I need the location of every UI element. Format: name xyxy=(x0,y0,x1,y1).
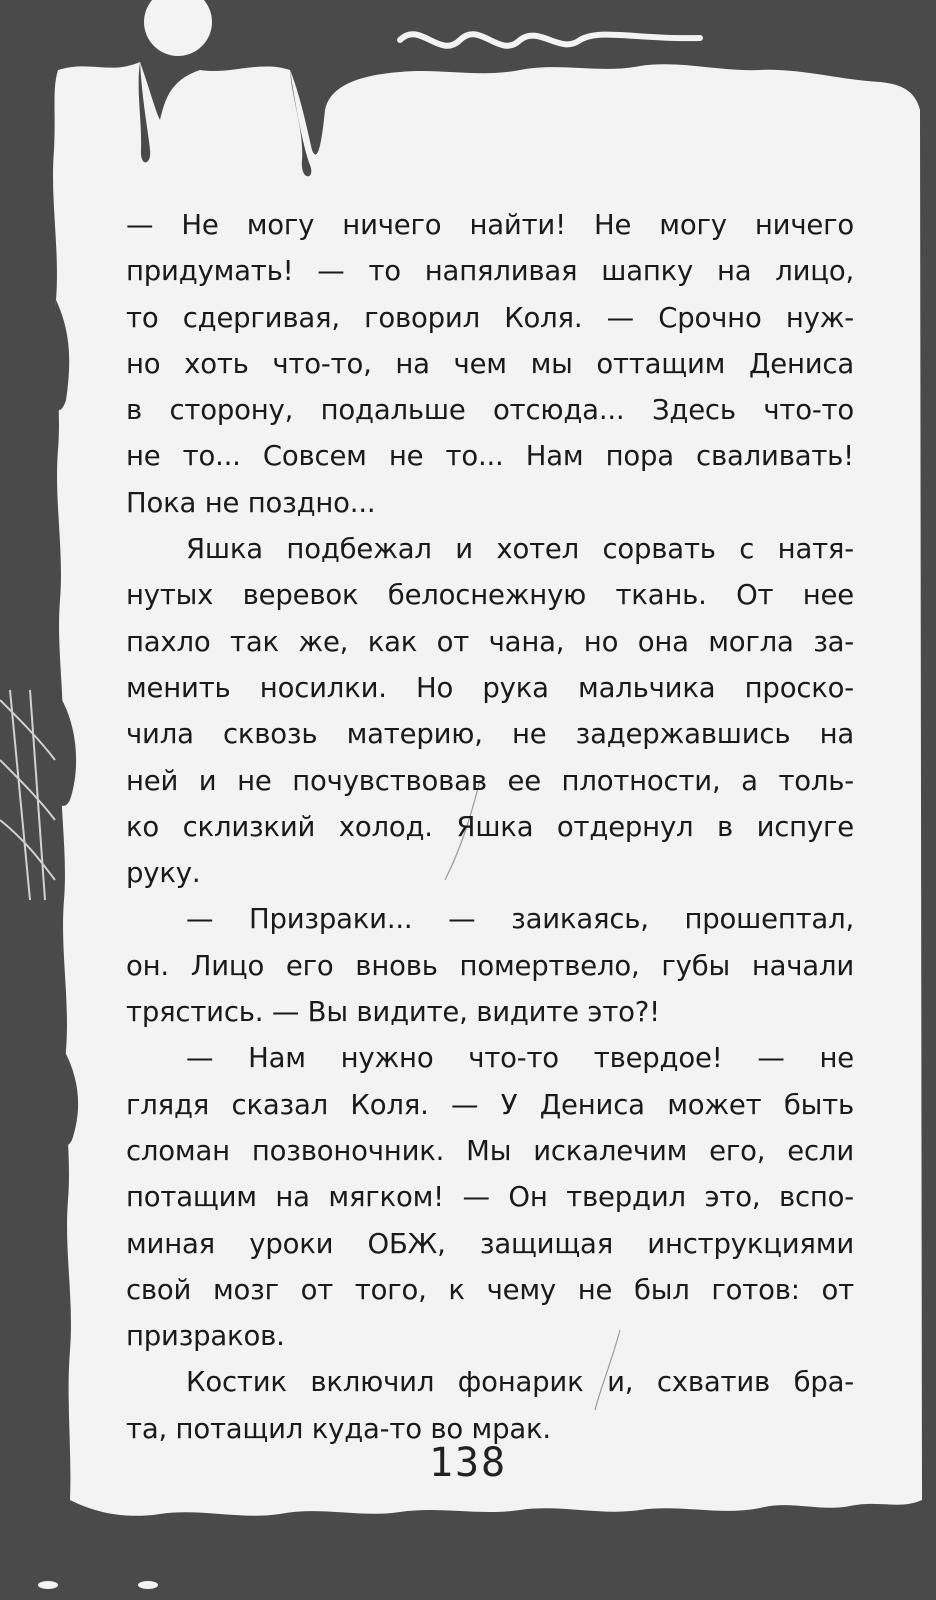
text-line: то сдергивая, говорил Коля. — Срочно нуж- xyxy=(126,301,854,334)
text-line: руку. xyxy=(126,857,201,890)
text-line: придумать! — то напяливая шапку на лицо, xyxy=(126,255,854,288)
text-line: — Нам нужно что-то твердое! — не xyxy=(186,1042,854,1075)
paragraph-4 xyxy=(126,1035,854,1359)
text-line: — Не могу ничего найти! Не могу ничего xyxy=(126,209,854,241)
text-line: чила сквозь материю, не задержавшись на xyxy=(126,718,854,751)
text-line: призраков. xyxy=(126,1320,285,1353)
text-line: ко склизкий холод. Яшка отдернул в испуге xyxy=(126,810,854,843)
text-line: пахло так же, как от чана, но она могла за- xyxy=(126,625,854,658)
text-line: Яшка подбежал и хотел сорвать с натя- xyxy=(186,533,854,566)
paragraph-2 xyxy=(126,526,854,896)
text-line: потащим на мягком! — Он твердил это, вспо- xyxy=(126,1181,854,1214)
text-line: ней и не почувствовав ее плотности, а толь- xyxy=(126,764,854,797)
text-line: глядя сказал Коля. — У Дениса может быть xyxy=(126,1088,854,1121)
text-line: та, потащил куда-то во мрак. xyxy=(126,1412,551,1445)
text-line: но хоть что-то, на чем мы оттащим Дениса xyxy=(126,347,854,380)
text-line: он. Лицо его вновь помертвело, губы начали xyxy=(126,949,854,982)
body-text xyxy=(126,202,854,1452)
text-line: миная уроки ОБЖ, защищая инструкциями xyxy=(126,1227,854,1260)
text-line: трястись. — Вы видите, видите это?! xyxy=(126,996,660,1029)
paragraph-3 xyxy=(126,896,854,1035)
paragraph-5 xyxy=(126,1359,854,1452)
paragraph-1 xyxy=(126,202,854,526)
page-number: 138 xyxy=(428,1440,508,1486)
text-line: менить носилки. Но рука мальчика проско- xyxy=(126,671,854,704)
text-line: сломан позвоночник. Мы искалечим его, если xyxy=(126,1134,854,1167)
text-line: Пока не поздно... xyxy=(126,486,376,519)
text-line: Костик включил фонарик и, схватив бра- xyxy=(186,1366,854,1399)
text-line: не то... Совсем не то... Нам пора сваливать! xyxy=(126,440,854,473)
text-line: нутых веревок белоснежную ткань. От нее xyxy=(126,579,854,612)
text-line: свой мозг от того, к чему не был готов: от xyxy=(126,1273,854,1306)
text-line: — Призраки... — заикаясь, прошептал, xyxy=(186,903,854,936)
text-line: в сторону, подальше отсюда... Здесь что-то xyxy=(126,394,854,427)
